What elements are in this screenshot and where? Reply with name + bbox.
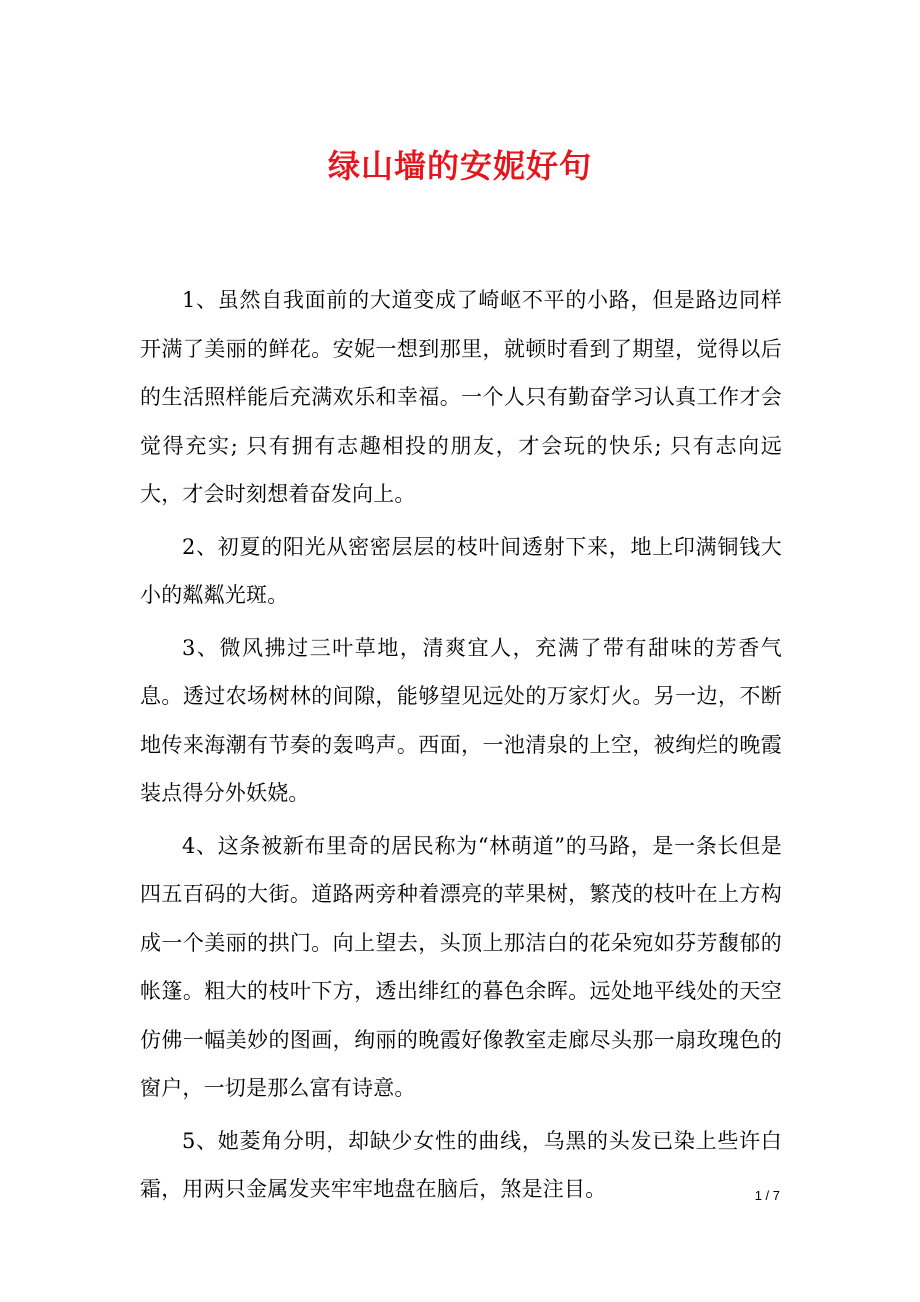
document-body	[140, 276, 782, 1218]
paragraph-5: 5、她菱角分明，却缺少女性的曲线，乌黑的头发已染上些许白霜，用两只金属发夹牢牢地盘在脑后，煞是注目。	[140, 1128, 782, 1201]
paragraph-1: 1、虽然自我面前的大道变成了崎岖不平的小路，但是路边同样开满了美丽的鲜花。安妮一想到那里，就顿时看到了期望，觉得以后的生活照样能后充满欢乐和幸福。一个人只有勤奋学习认真工作才会觉得充实; 只有拥有志趣相投的朋友，才会玩的快乐; 只有志向远大，才会时刻想着奋发向上。	[140, 288, 782, 506]
document-title: 绿山墙的安妮好句	[327, 147, 592, 185]
page-number: 1 / 7	[754, 1188, 780, 1203]
paragraph-4: 4、这条被新布里奇的居民称为“林萌道”的马路，是一条长但是四五百码的大街。道路两旁种着漂亮的苹果树，繁茂的枝叶在上方构成一个美丽的拱门。向上望去，头顶上那洁白的花朵宛如芬芳馥郁的帐篷。粗大的枝叶下方，透出绯红的暮色余晖。远处地平线处的天空仿佛一幅美妙的图画，绚丽的晚霞好像教室走廊尽头那一扇玫瑰色的窗户，一切是那么富有诗意。	[140, 833, 782, 1100]
paragraph-3: 3、微风拂过三叶草地，清爽宜人，充满了带有甜味的芳香气息。透过农场树林的间隙，能够望见远处的万家灯火。另一边，不断地传来海潮有节奏的轰鸣声。西面，一池清泉的上空，被绚烂的晚霞装点得分外妖娆。	[140, 635, 782, 805]
paragraph-2: 2、初夏的阳光从密密层层的枝叶间透射下来，地上印满铜钱大小的粼粼光斑。	[140, 534, 782, 607]
